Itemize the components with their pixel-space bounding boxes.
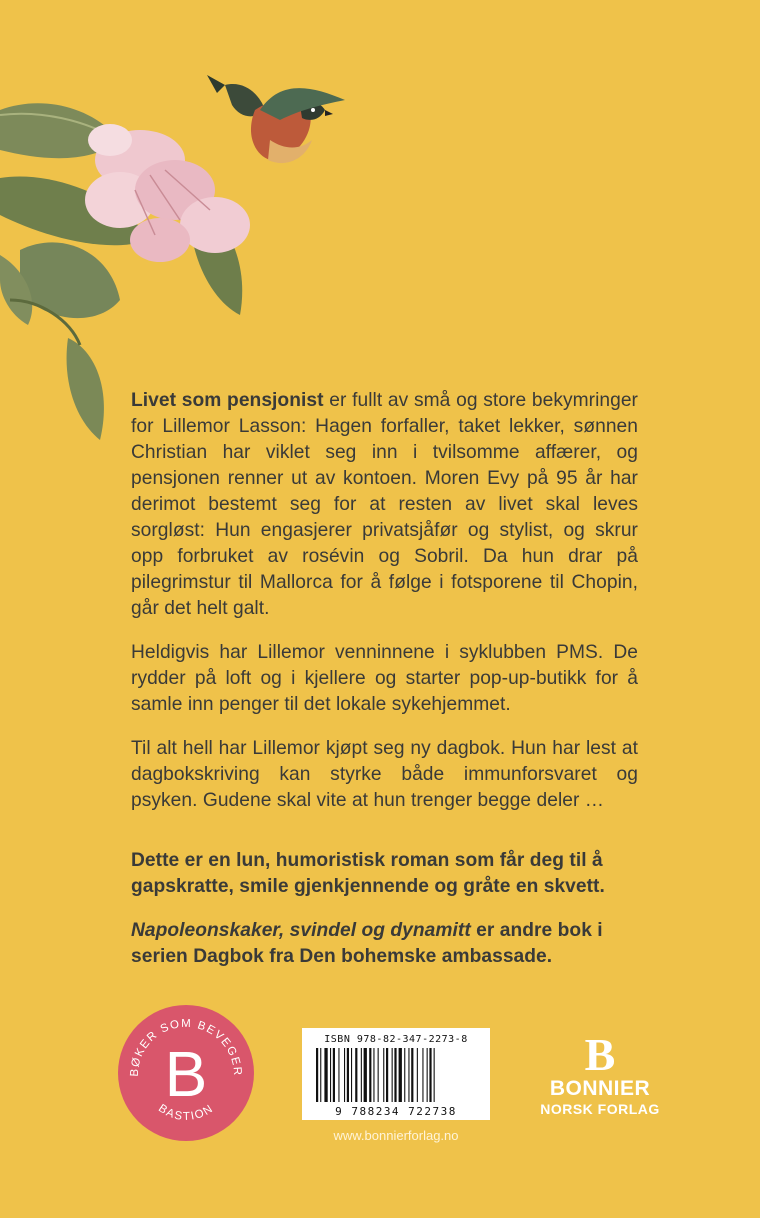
flower-bird-illustration bbox=[0, 0, 360, 440]
series-note-text: er andre bok i serien Dagbok fra Den bohemske ambassade. bbox=[131, 920, 603, 967]
bastion-badge bbox=[116, 1003, 256, 1143]
blurb-paragraph-2: Heldigvis har Lillemor venninnene i syklubben PMS. De rydder på loft og i kjellere og starter pop-up-butikk for å samle inn penger til det lokale sykehjemmet. bbox=[131, 642, 638, 715]
blurb-lead: Livet som pensjonist bbox=[131, 390, 324, 411]
tagline: Dette er en lun, humoristisk roman som får deg til å gapskratte, smile gjenkjennende og gråte en skvett. bbox=[131, 850, 605, 897]
blurb-paragraph-1-text: er fullt av små og store bekymringer for Lillemor Lasson: Hagen forfaller, taket lekker, sønnen Christian har viklet seg inn i tvilsomme affærer, og pensjonen renner ut av kontoen. Moren Evy på 95 år har derimot bestemt seg for at resten av livet skal leves sorgløst: Hun engasjerer privatsjåfør og stylist, og skrur opp forbruket av rosévin og Sobril. Da hun drar på pilegrimstur til Mallorca for å følge i fotsporene til Chopin, går det helt galt. bbox=[131, 390, 638, 619]
back-cover-blurb bbox=[131, 388, 638, 988]
badge-letter: B bbox=[164, 1038, 208, 1110]
bird-icon bbox=[207, 75, 345, 163]
badge-bottom-text: BASTION bbox=[156, 1102, 216, 1123]
publisher-name: BONNIER bbox=[549, 1077, 651, 1100]
series-title: Napoleonskaker, svindel og dynamitt bbox=[131, 920, 471, 941]
publisher-logo bbox=[530, 1029, 670, 1117]
publisher-subname: NORSK FORLAG bbox=[540, 1101, 660, 1117]
publisher-logo-letter: B bbox=[584, 1029, 616, 1080]
publisher-url: www.bonnierforlag.no bbox=[333, 1128, 459, 1143]
series-note bbox=[131, 918, 638, 970]
blurb-paragraph-3: Til alt hell har Lillemor kjøpt seg ny dagbok. Hun har lest at dagbokskriving kan styrke både immunforsvaret og psyken. Gudene skal vite at hun trenger begge deler … bbox=[131, 738, 638, 811]
blurb-paragraph-1 bbox=[131, 388, 638, 622]
ean-digits: 9 788234 722738 bbox=[335, 1105, 457, 1118]
isbn-barcode bbox=[302, 1028, 490, 1120]
barcode-icon bbox=[316, 1048, 476, 1102]
isbn-number: ISBN 978-82-347-2273-8 bbox=[324, 1034, 468, 1045]
badge-top-text: BØKER SOM BEVEGER bbox=[128, 1017, 244, 1077]
